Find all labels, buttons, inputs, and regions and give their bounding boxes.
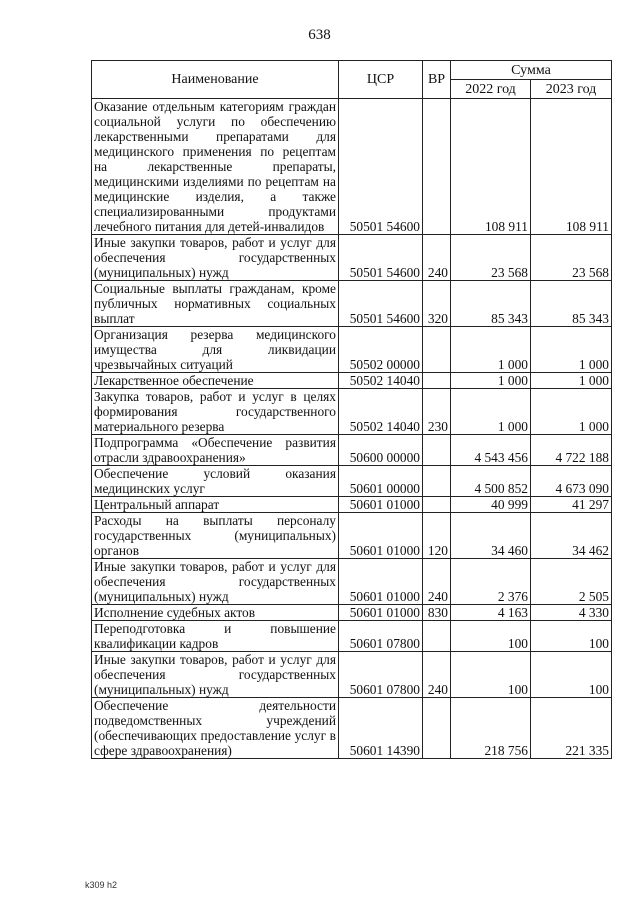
row-name: Оказание отдельным категориям граждан социальной услуги по обеспечению лекарственными препаратами для медицинского применения по рецептам на лекарственные препараты, медицинскими изделиями по рецептам на медицинские изделия, а также специализированными продуктами лечебного питания для детей-инвалидов: [92, 99, 339, 235]
table-body: [92, 99, 612, 759]
row-vr: [423, 497, 451, 513]
row-sum-2023: 2 505: [531, 559, 612, 605]
header-name: Наименование: [92, 61, 339, 99]
row-name: Закупка товаров, работ и услуг в целях формирования государственного материального резерва: [92, 389, 339, 435]
row-name: Социальные выплаты гражданам, кроме публичных нормативных социальных выплат: [92, 281, 339, 327]
table-row: [92, 389, 612, 435]
page-number: 638: [308, 27, 331, 43]
header-sum: Сумма: [451, 61, 612, 80]
row-name: Иные закупки товаров, работ и услуг для обеспечения государственных (муниципальных) нужд: [92, 559, 339, 605]
table-row: [92, 497, 612, 513]
row-vr: [423, 435, 451, 466]
header-vr: ВР: [423, 61, 451, 99]
row-csr: 50502 00000: [339, 327, 423, 373]
row-sum-2022: 100: [451, 621, 531, 652]
row-sum-2022: 85 343: [451, 281, 531, 327]
footer-code: k309 h2: [85, 880, 118, 890]
row-name: Обеспечение условий оказания медицинских услуг: [92, 466, 339, 497]
row-vr: [423, 466, 451, 497]
row-csr: 50502 14040: [339, 373, 423, 389]
row-sum-2022: 4 543 456: [451, 435, 531, 466]
row-sum-2023: 34 462: [531, 513, 612, 559]
row-csr: 50600 00000: [339, 435, 423, 466]
row-sum-2023: 4 673 090: [531, 466, 612, 497]
row-csr: 50601 07800: [339, 652, 423, 698]
row-sum-2022: 4 163: [451, 605, 531, 621]
row-sum-2023: 1 000: [531, 327, 612, 373]
row-csr: 50601 01000: [339, 513, 423, 559]
table-row: [92, 559, 612, 605]
row-vr: 830: [423, 605, 451, 621]
row-csr: 50601 01000: [339, 605, 423, 621]
row-vr: 240: [423, 652, 451, 698]
header-csr: ЦСР: [339, 61, 423, 99]
row-sum-2022: 34 460: [451, 513, 531, 559]
table-row: [92, 435, 612, 466]
row-vr: [423, 373, 451, 389]
row-csr: 50601 01000: [339, 559, 423, 605]
row-sum-2023: 221 335: [531, 698, 612, 759]
row-sum-2022: 108 911: [451, 99, 531, 235]
row-sum-2023: 1 000: [531, 389, 612, 435]
header-year-2023: 2023 год: [531, 80, 612, 99]
row-sum-2022: 2 376: [451, 559, 531, 605]
row-name: Центральный аппарат: [92, 497, 339, 513]
budget-table: [91, 60, 612, 759]
row-sum-2022: 1 000: [451, 327, 531, 373]
row-vr: 240: [423, 235, 451, 281]
row-csr: 50601 14390: [339, 698, 423, 759]
row-csr: 50601 07800: [339, 621, 423, 652]
row-sum-2023: 41 297: [531, 497, 612, 513]
table-row: [92, 698, 612, 759]
row-csr: 50601 01000: [339, 497, 423, 513]
row-sum-2023: 108 911: [531, 99, 612, 235]
row-csr: 50501 54600: [339, 99, 423, 235]
table-header: [92, 61, 612, 99]
table-row: [92, 99, 612, 235]
row-vr: 240: [423, 559, 451, 605]
row-vr: [423, 621, 451, 652]
row-vr: [423, 99, 451, 235]
table-row: [92, 605, 612, 621]
row-name: Иные закупки товаров, работ и услуг для обеспечения государственных (муниципальных) нужд: [92, 235, 339, 281]
row-name: Обеспечение деятельности подведомственных учреждений (обеспечивающих предоставление услуг в сфере здравоохранения): [92, 698, 339, 759]
row-sum-2023: 4 330: [531, 605, 612, 621]
row-sum-2023: 85 343: [531, 281, 612, 327]
row-vr: [423, 698, 451, 759]
table-row: [92, 235, 612, 281]
row-name: Иные закупки товаров, работ и услуг для обеспечения государственных (муниципальных) нужд: [92, 652, 339, 698]
row-name: Подпрограмма «Обеспечение развития отрасли здравоохранения»: [92, 435, 339, 466]
row-sum-2023: 1 000: [531, 373, 612, 389]
row-name: Расходы на выплаты персоналу государственных (муниципальных) органов: [92, 513, 339, 559]
row-sum-2022: 1 000: [451, 389, 531, 435]
table-row: [92, 513, 612, 559]
table-row: [92, 281, 612, 327]
header-year-2022: 2022 год: [451, 80, 531, 99]
row-name: Исполнение судебных актов: [92, 605, 339, 621]
table-row: [92, 327, 612, 373]
table-row: [92, 466, 612, 497]
row-vr: 230: [423, 389, 451, 435]
row-csr: 50501 54600: [339, 281, 423, 327]
row-vr: [423, 327, 451, 373]
row-sum-2023: 100: [531, 652, 612, 698]
row-sum-2022: 40 999: [451, 497, 531, 513]
row-name: Организация резерва медицинского имущества для ликвидации чрезвычайных ситуаций: [92, 327, 339, 373]
row-sum-2023: 100: [531, 621, 612, 652]
row-sum-2022: 1 000: [451, 373, 531, 389]
row-name: Лекарственное обеспечение: [92, 373, 339, 389]
table-row: [92, 652, 612, 698]
row-sum-2023: 4 722 188: [531, 435, 612, 466]
row-csr: 50501 54600: [339, 235, 423, 281]
row-sum-2022: 100: [451, 652, 531, 698]
row-sum-2023: 23 568: [531, 235, 612, 281]
row-csr: 50601 00000: [339, 466, 423, 497]
row-csr: 50502 14040: [339, 389, 423, 435]
row-vr: 320: [423, 281, 451, 327]
table-row: [92, 373, 612, 389]
row-name: Переподготовка и повышение квалификации кадров: [92, 621, 339, 652]
row-vr: 120: [423, 513, 451, 559]
row-sum-2022: 218 756: [451, 698, 531, 759]
row-sum-2022: 23 568: [451, 235, 531, 281]
table-row: [92, 621, 612, 652]
row-sum-2022: 4 500 852: [451, 466, 531, 497]
